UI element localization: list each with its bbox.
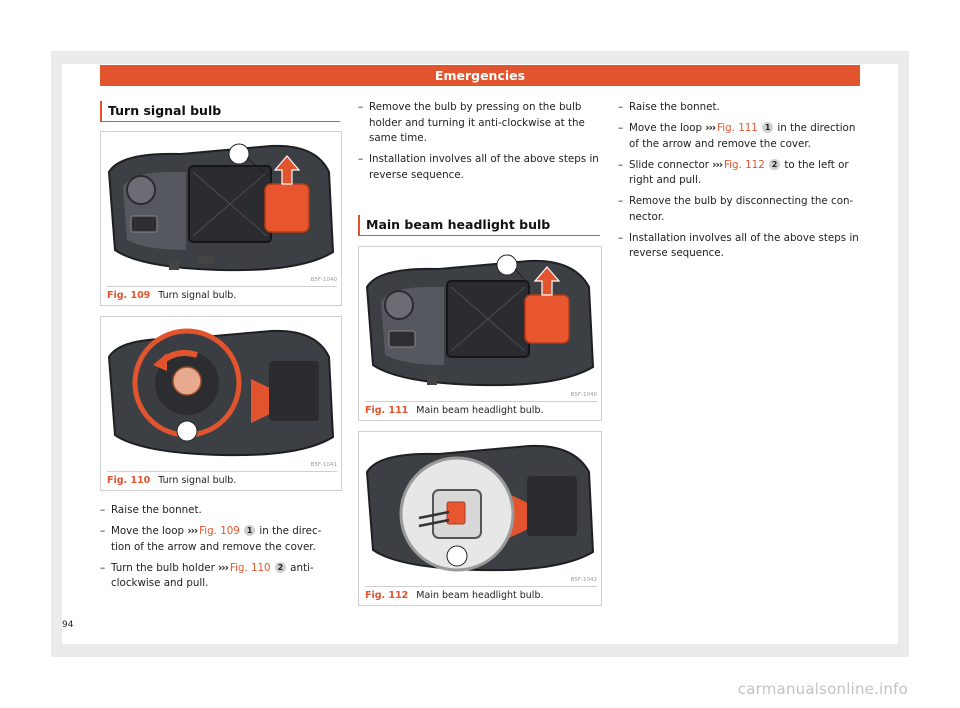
figure-109	[100, 131, 342, 306]
list-item: – Turn the bulb holder ››› Fig. 110 2 anti-clockwise and pull.	[100, 561, 314, 589]
figure-reference-link[interactable]: ››› Fig. 109	[187, 525, 240, 537]
figure-111-caption	[365, 401, 597, 420]
section-title-accent	[100, 101, 102, 121]
figure-110-caption	[107, 471, 337, 490]
figure-111-number: Fig. 111	[365, 405, 409, 416]
figure-110	[100, 316, 342, 491]
figure-109-code: B5F-1040	[310, 277, 337, 283]
figure-reference-link[interactable]: ››› Fig. 110	[218, 561, 271, 574]
watermark: carmanualsonline.info	[737, 680, 908, 698]
figure-111-caption-text: Main beam headlight bulb.	[416, 405, 544, 416]
page-number: 94	[62, 620, 74, 630]
chapter-header: Emergencies	[100, 65, 860, 86]
steps-turn-signal	[100, 503, 338, 597]
figure-110-caption-text: Turn signal bulb.	[158, 475, 237, 486]
headlight-illustration	[101, 132, 341, 286]
figure-112	[358, 431, 602, 606]
list-item: – Remove the bulb by pressing on the bulb holder and turning it anti-clockwise at the same time.	[358, 101, 585, 144]
section-title-main-beam: Main beam headlight bulb	[366, 217, 551, 232]
figure-110-code: B5F-1041	[310, 462, 337, 468]
headlight-connector-illustration	[359, 432, 601, 586]
figure-111-image	[359, 247, 601, 401]
figure-109-caption	[107, 286, 337, 305]
figure-112-number: Fig. 112	[365, 590, 409, 601]
figure-112-caption	[365, 586, 597, 605]
steps-main-beam	[618, 100, 860, 267]
section-title-rule	[358, 235, 600, 236]
list-item: – Move the loop ››› Fig. 109 1 in the direc-tion of the arrow and remove the cover.	[100, 525, 322, 553]
list-item: – Move the loop ››› Fig. 111 1 in the direction of the arrow and remove the cover.	[618, 122, 856, 150]
list-item: – Installation involves all of the above steps in reverse sequence.	[618, 231, 859, 259]
figure-112-code: B5F-1042	[570, 577, 597, 583]
callout-badge: 1	[762, 122, 773, 133]
figure-112-image	[359, 432, 601, 586]
section-title-accent	[358, 215, 360, 235]
figure-110-image	[101, 317, 341, 471]
figure-109-image	[101, 132, 341, 286]
section-title-rule	[100, 121, 340, 122]
callout-badge: 2	[769, 159, 780, 170]
list-item: – Slide connector ››› Fig. 112 2 to the left or right and pull.	[618, 158, 849, 186]
callout-badge: 2	[275, 562, 286, 573]
figure-reference-link[interactable]: ››› Fig. 111	[705, 122, 758, 134]
list-item: – Remove the bulb by disconnecting the con-nector.	[618, 195, 854, 223]
callout-badge: 1	[244, 525, 255, 536]
figure-110-number: Fig. 110	[107, 475, 151, 486]
list-item: – Raise the bonnet.	[618, 101, 720, 113]
list-item: – Raise the bonnet.	[100, 504, 202, 516]
steps-turn-signal-continued	[358, 100, 600, 189]
figure-111	[358, 246, 602, 421]
headlight-bulb-holder-illustration	[101, 317, 341, 471]
headlight-illustration	[359, 247, 601, 401]
section-title-turn-signal: Turn signal bulb	[108, 103, 222, 118]
list-item: – Installation involves all of the above steps in reverse sequence.	[358, 153, 599, 181]
figure-112-caption-text: Main beam headlight bulb.	[416, 590, 544, 601]
figure-109-number: Fig. 109	[107, 290, 151, 301]
figure-109-caption-text: Turn signal bulb.	[158, 290, 237, 301]
figure-reference-link[interactable]: ››› Fig. 112	[712, 158, 765, 171]
figure-111-code: B5F-1040	[570, 392, 597, 398]
